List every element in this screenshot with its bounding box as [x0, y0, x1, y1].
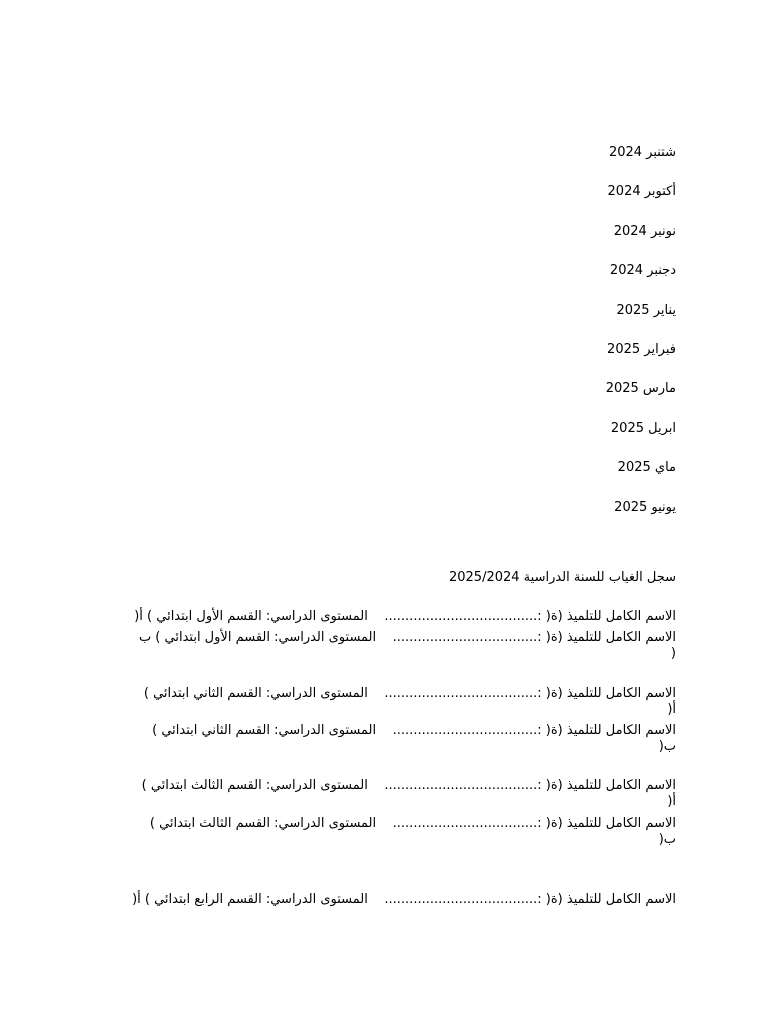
level-overflow: ب(	[658, 739, 676, 754]
student-entry	[76, 892, 676, 908]
level-overflow: (	[670, 646, 676, 661]
entry-line	[76, 816, 676, 832]
document-title: سجل الغياب للسنة الدراسية 2025/2024	[448, 570, 676, 585]
level-overflow: أ(	[667, 702, 676, 717]
level-label: المستوى الدراسي: القسم الأول ابتدائي ) أ(	[134, 609, 368, 624]
level-label: المستوى الدراسي: القسم الثالث ابتدائي )	[141, 778, 368, 793]
entry-line	[76, 723, 676, 739]
student-entry	[76, 816, 676, 848]
entry-line	[76, 778, 676, 794]
month-item: نونبر 2024	[613, 223, 676, 239]
month-item: فبراير 2025	[607, 341, 676, 357]
level-label: المستوى الدراسي: القسم الثالث ابتدائي )	[149, 816, 377, 831]
student-name-label: الاسم الكامل للتلميذ (ة( :.....................................	[384, 778, 676, 793]
entry-line	[76, 892, 676, 908]
month-item: يناير 2025	[616, 302, 676, 318]
level-label: المستوى الدراسي: القسم الرابع ابتدائي ) أ(	[132, 892, 368, 907]
student-name-label: الاسم الكامل للتلميذ (ة( :.....................................	[384, 686, 676, 701]
entry-line	[76, 686, 676, 702]
level-overflow: أ(	[667, 794, 676, 809]
student-name-label: الاسم الكامل للتلميذ (ة( :.....................................	[384, 609, 676, 624]
month-item: دجنبر 2024	[609, 263, 676, 279]
month-item: مارس 2025	[605, 381, 676, 397]
student-name-label: الاسم الكامل للتلميذ (ة( :...................................	[392, 816, 676, 831]
entry-line	[76, 609, 676, 625]
month-item: ماي 2025	[617, 460, 676, 476]
student-name-label: الاسم الكامل للتلميذ (ة( :.....................................	[384, 892, 676, 907]
student-entry	[76, 630, 676, 662]
month-item: ابريل 2025	[610, 420, 676, 436]
student-name-label: الاسم الكامل للتلميذ (ة( :...................................	[392, 723, 676, 738]
level-label: المستوى الدراسي: القسم الثاني ابتدائي )	[152, 723, 377, 738]
student-entry	[76, 723, 676, 755]
student-entry	[76, 609, 676, 625]
student-entry	[76, 686, 676, 718]
month-item: يونيو 2025	[614, 499, 676, 515]
entry-line	[76, 630, 676, 646]
level-label: المستوى الدراسي: القسم الثاني ابتدائي )	[143, 686, 368, 701]
month-item: أكتوبر 2024	[607, 184, 676, 200]
student-name-label: الاسم الكامل للتلميذ (ة( :...................................	[392, 630, 676, 645]
month-item: شتنبر 2024	[608, 145, 676, 160]
months-list	[376, 143, 676, 537]
level-label: المستوى الدراسي: القسم الأول ابتدائي ) ب	[138, 630, 377, 645]
student-entry	[76, 778, 676, 810]
level-overflow: ب(	[658, 832, 676, 847]
